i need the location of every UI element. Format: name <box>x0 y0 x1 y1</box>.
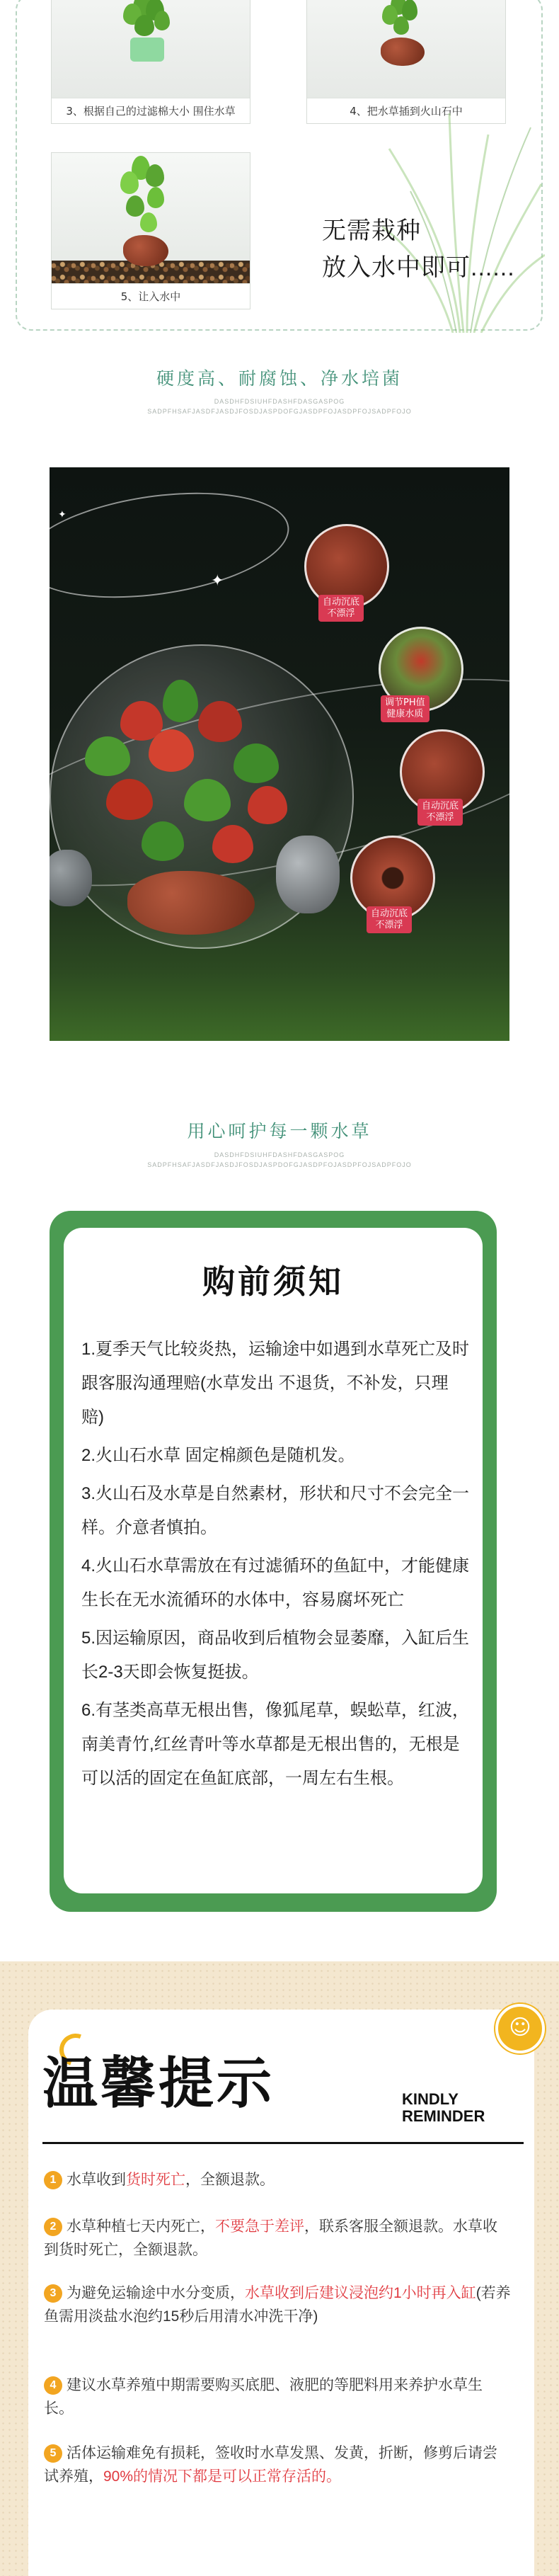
step-card-4 <box>306 0 506 124</box>
notice-list <box>81 1333 471 1800</box>
step-caption-3: 3、根据自己的过滤棉大小 围住水草 <box>52 98 250 123</box>
step-photo <box>52 0 250 99</box>
notice-item: 5.因运输原因，商品收到后植物会显萎靡，入缸后生长2-3天即会恢复挺拔。 <box>81 1629 470 1682</box>
step-caption-5: 5、让入水中 <box>52 283 250 309</box>
reminder-divider <box>42 2142 524 2144</box>
notice-item: 6.有茎类高草无根出售，像狐尾草，蜈蚣草，红波，南美青竹,红丝青叶等水草都是无根出售的，无根是可以活的固定在鱼缸底部，一周左右生根。 <box>81 1701 470 1788</box>
tip-item-2: 2 水草种植七天内死亡，不要急于差评，联系客服全额退款。水草收到货时死亡，全额退款。 <box>44 2218 497 2258</box>
label-2: 调节PH值 健康水质 <box>381 695 430 722</box>
notice-card <box>50 1211 497 1912</box>
label-3: 自动沉底 不漂浮 <box>417 799 463 826</box>
sparkle-icon: ✦ <box>58 509 67 520</box>
notice-item: 1.夏季天气比较炎热，运输途中如遇到水草死亡及时跟客服沟通理赔(水草发出 不退货，不补发，只理赔) <box>81 1340 470 1427</box>
tip-number-badge: 3 <box>44 2284 62 2303</box>
planting-tip <box>322 212 515 286</box>
notice-item: 4.火山石水草需放在有过滤循环的鱼缸中，才能健康生长在无水流循环的水体中，容易腐坏死亡 <box>81 1556 470 1609</box>
section-sub-care-1: DASDHFDSIUHFDASHFDASGASPOG <box>214 1151 345 1158</box>
tip-number-badge: 1 <box>44 2171 62 2189</box>
planting-line-2: 放入水中即可...... <box>322 254 515 281</box>
red-plant <box>78 680 304 928</box>
step-photo <box>307 0 505 99</box>
tip-item-1: 1 水草收到货时死亡，全额退款。 <box>44 2168 511 2192</box>
section-sub-rock-1: DASDHFDSIUHFDASHFDASGASPOG <box>214 398 345 405</box>
product-image <box>50 467 509 1041</box>
smile-badge-icon: ☺ <box>495 2004 545 2053</box>
tip-number-badge: 2 <box>44 2218 62 2236</box>
section-sub-care-2: SADPFHSAFJASDFJASDJFOSDJASPDOFGJASDPFOJASDPFOJSADPFOJO <box>147 1161 412 1168</box>
sparkle-icon: ✦ <box>211 572 224 590</box>
notice-title: 购前须知 <box>202 1263 344 1300</box>
step-card-5 <box>51 152 250 309</box>
notice-item: 3.火山石及水草是自然素材，形状和尺寸不会完全一样。介意者慎拍。 <box>81 1484 470 1537</box>
notice-inner <box>64 1228 483 1893</box>
tip-item-4: 4 建议水草养殖中期需要购买底肥、液肥的等肥料用来养护水草生长。 <box>44 2377 483 2417</box>
section-sub-rock-2: SADPFHSAFJASDFJASDJFOSDJASPDOFGJASDPFOJASDPFOJSADPFOJO <box>147 408 412 415</box>
label-1: 自动沉底 不漂浮 <box>318 595 364 622</box>
planting-line-1: 无需栽种 <box>322 217 421 244</box>
step-caption-4: 4、把水草插到火山石中 <box>307 98 505 123</box>
tip-number-badge: 4 <box>44 2376 62 2395</box>
tip-item-3: 3 为避免运输途中水分变质，水草收到后建议浸泡约1小时再入缸(若养鱼需用淡盐水泡约15秒后用清水冲洗干净) <box>44 2285 511 2325</box>
orbit-ring <box>50 477 296 613</box>
label-4: 自动沉底 不漂浮 <box>367 906 412 933</box>
notice-item: 2.火山石水草 固定棉颜色是随机发。 <box>81 1446 355 1465</box>
tip-item-5: 5 活体运输难免有损耗，签收时水草发黑、发黄，折断，修剪后请尝试养殖，90%的情况下都是可以正常存活的。 <box>44 2445 497 2485</box>
reminder-en-line-2: REMINDER <box>402 2107 485 2125</box>
section-title-rock: 硬度高、耐腐蚀、净水培菌 <box>156 369 403 389</box>
section-title-care: 用心呵护每一颗水草 <box>187 1122 372 1141</box>
step-card-3 <box>51 0 250 124</box>
reminder-en-line-1: KINDLY <box>402 2090 459 2108</box>
reminder-title: 温馨提示 <box>42 2052 275 2114</box>
step-photo <box>52 153 250 285</box>
reminder-en-title <box>402 2091 485 2125</box>
tip-number-badge: 5 <box>44 2444 62 2463</box>
